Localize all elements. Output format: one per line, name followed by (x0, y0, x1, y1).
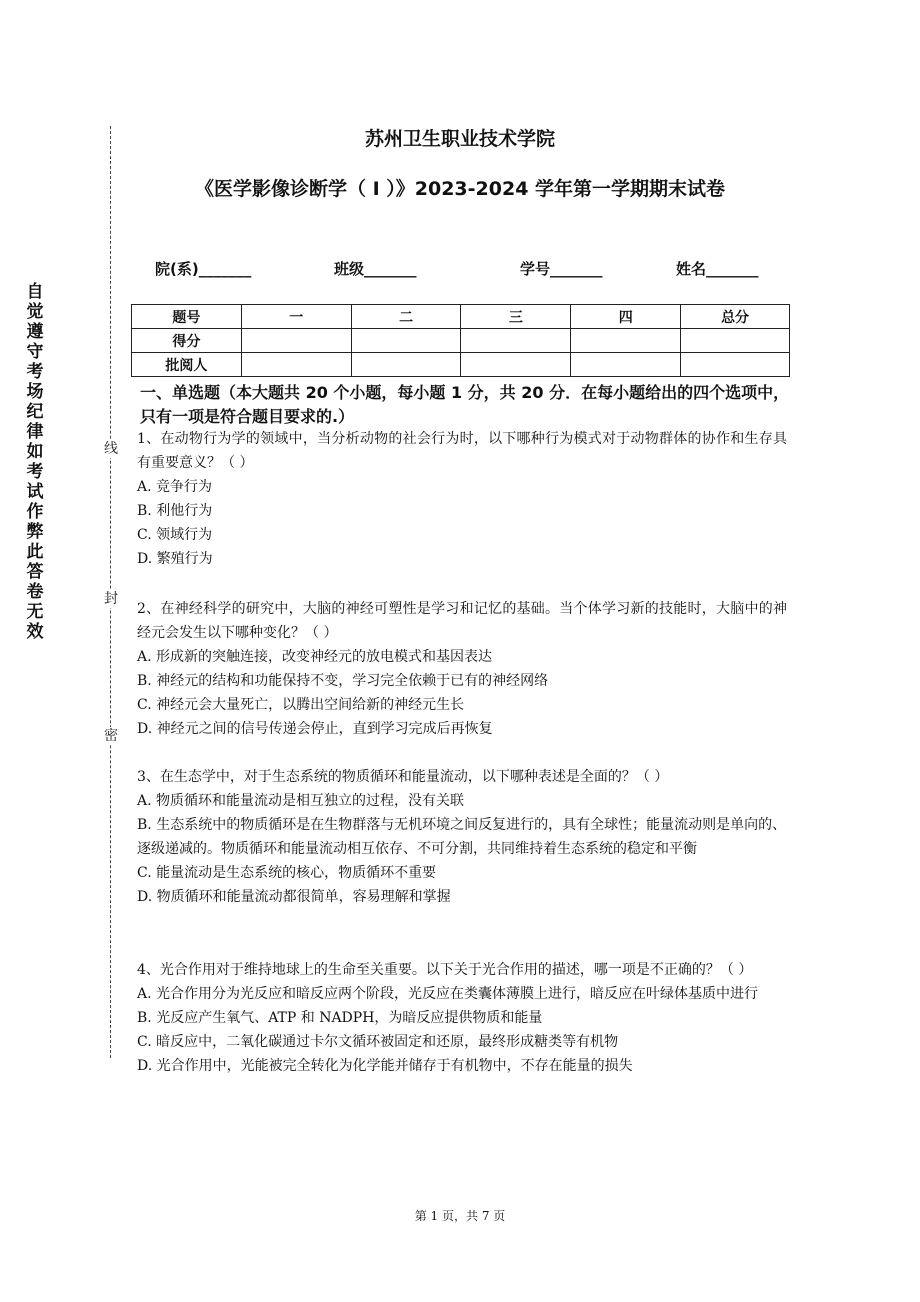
option-b[interactable]: B. 神经元的结构和功能保持不变，学习完全依赖于已有的神经网络 (137, 673, 549, 689)
reviewer-cell[interactable] (681, 353, 790, 377)
option-a[interactable]: A. 竞争行为 (137, 479, 213, 495)
option-d[interactable]: D. 繁殖行为 (137, 551, 213, 567)
department-field[interactable]: 院(系)_______ (155, 260, 252, 278)
option-b[interactable]: B. 光反应产生氧气、ATP 和 NADPH，为暗反应提供物质和能量 (137, 1010, 543, 1026)
question-stem: 4、光合作用对于维持地球上的生命至关重要。以下关于光合作用的描述，哪一项是不正确的？（ ） (137, 962, 753, 978)
score-cell[interactable] (681, 329, 790, 353)
reviewer-row (132, 353, 790, 377)
score-cell[interactable] (241, 329, 351, 353)
reviewer-cell[interactable] (351, 353, 461, 377)
header-cell: 一 (241, 305, 351, 329)
section-heading: 一、单选题（本大题共 20 个小题，每小题 1 分，共 20 分．在每小题给出的四个选项中，只有一项是符合题目要求的.） (140, 383, 790, 426)
option-c[interactable]: C. 神经元会大量死亡，以腾出空间给新的神经元生长 (137, 697, 465, 713)
header-cell: 三 (461, 305, 571, 329)
option-a[interactable]: A. 光合作用分为光反应和暗反应两个阶段，光反应在类囊体薄膜上进行，暗反应在叶绿体基质中进行 (137, 986, 759, 1002)
header-cell: 总分 (681, 305, 790, 329)
question-stem: 2、在神经科学的研究中，大脑的神经可塑性是学习和记忆的基础。当个体学习新的技能时，大脑中的神经元会发生以下哪种变化？（ ） (137, 601, 787, 641)
reviewer-cell[interactable] (571, 353, 681, 377)
score-row (132, 329, 790, 353)
page-footer: 第 1 页，共 7 页 (414, 1209, 506, 1223)
exam-discipline-note: 自觉遵守考场纪律如考试作弊此答卷无效 (26, 282, 44, 642)
school-title: 苏州卫生职业技术学院 (364, 128, 555, 150)
cut-mark-secret: 密 (104, 728, 118, 744)
name-field[interactable]: 姓名_______ (676, 260, 759, 278)
option-d[interactable]: D. 物质循环和能量流动都很简单，容易理解和掌握 (137, 889, 451, 905)
option-a[interactable]: A. 形成新的突触连接，改变神经元的放电模式和基因表达 (137, 649, 493, 665)
row-label: 得分 (132, 329, 242, 353)
exam-title: 《医学影像诊断学（ I ）》2023-2024 学年第一学期期末试卷 (194, 178, 726, 200)
question-stem: 1、在动物行为学的领域中，当分析动物的社会行为时，以下哪种行为模式对于动物群体的协作和生存具有重要意义？（ ） (137, 431, 787, 471)
cut-mark-seal: 封 (104, 591, 118, 607)
score-table (131, 304, 790, 377)
cut-mark-line: 线 (104, 441, 118, 457)
question-3 (137, 765, 787, 909)
option-c[interactable]: C. 暗反应中，二氧化碳通过卡尔文循环被固定和还原，最终形成糖类等有机物 (137, 1034, 619, 1050)
header-cell: 题号 (132, 305, 242, 329)
question-4 (137, 958, 787, 1078)
score-cell[interactable] (571, 329, 681, 353)
student-info-row (0, 258, 920, 280)
score-cell[interactable] (461, 329, 571, 353)
reviewer-cell[interactable] (461, 353, 571, 377)
score-table-header-row (132, 305, 790, 329)
option-d[interactable]: D. 光合作用中，光能被完全转化为化学能并储存于有机物中，不存在能量的损失 (137, 1058, 633, 1074)
option-a[interactable]: A. 物质循环和能量流动是相互独立的过程，没有关联 (137, 793, 465, 809)
reviewer-cell[interactable] (241, 353, 351, 377)
header-cell: 二 (351, 305, 461, 329)
option-d[interactable]: D. 神经元之间的信号传递会停止，直到学习完成后再恢复 (137, 721, 493, 737)
question-2 (137, 597, 787, 741)
question-stem: 3、在生态学中，对于生态系统的物质循环和能量流动，以下哪种表述是全面的？（ ） (137, 769, 669, 785)
question-1 (137, 427, 787, 571)
student-id-field[interactable]: 学号_______ (520, 260, 603, 278)
option-b[interactable]: B. 利他行为 (137, 503, 213, 519)
option-b[interactable]: B. 生态系统中的物质循环是在生物群落与无机环境之间反复进行的，具有全球性；能量流动则是单向的、逐级递减的。物质循环和能量流动相互依存、不可分割，共同维持着生态系统的稳定和平衡 (137, 817, 787, 857)
score-cell[interactable] (351, 329, 461, 353)
option-c[interactable]: C. 领域行为 (137, 527, 213, 543)
header-cell: 四 (571, 305, 681, 329)
class-field[interactable]: 班级_______ (334, 260, 417, 278)
row-label: 批阅人 (132, 353, 242, 377)
option-c[interactable]: C. 能量流动是生态系统的核心，物质循环不重要 (137, 865, 437, 881)
